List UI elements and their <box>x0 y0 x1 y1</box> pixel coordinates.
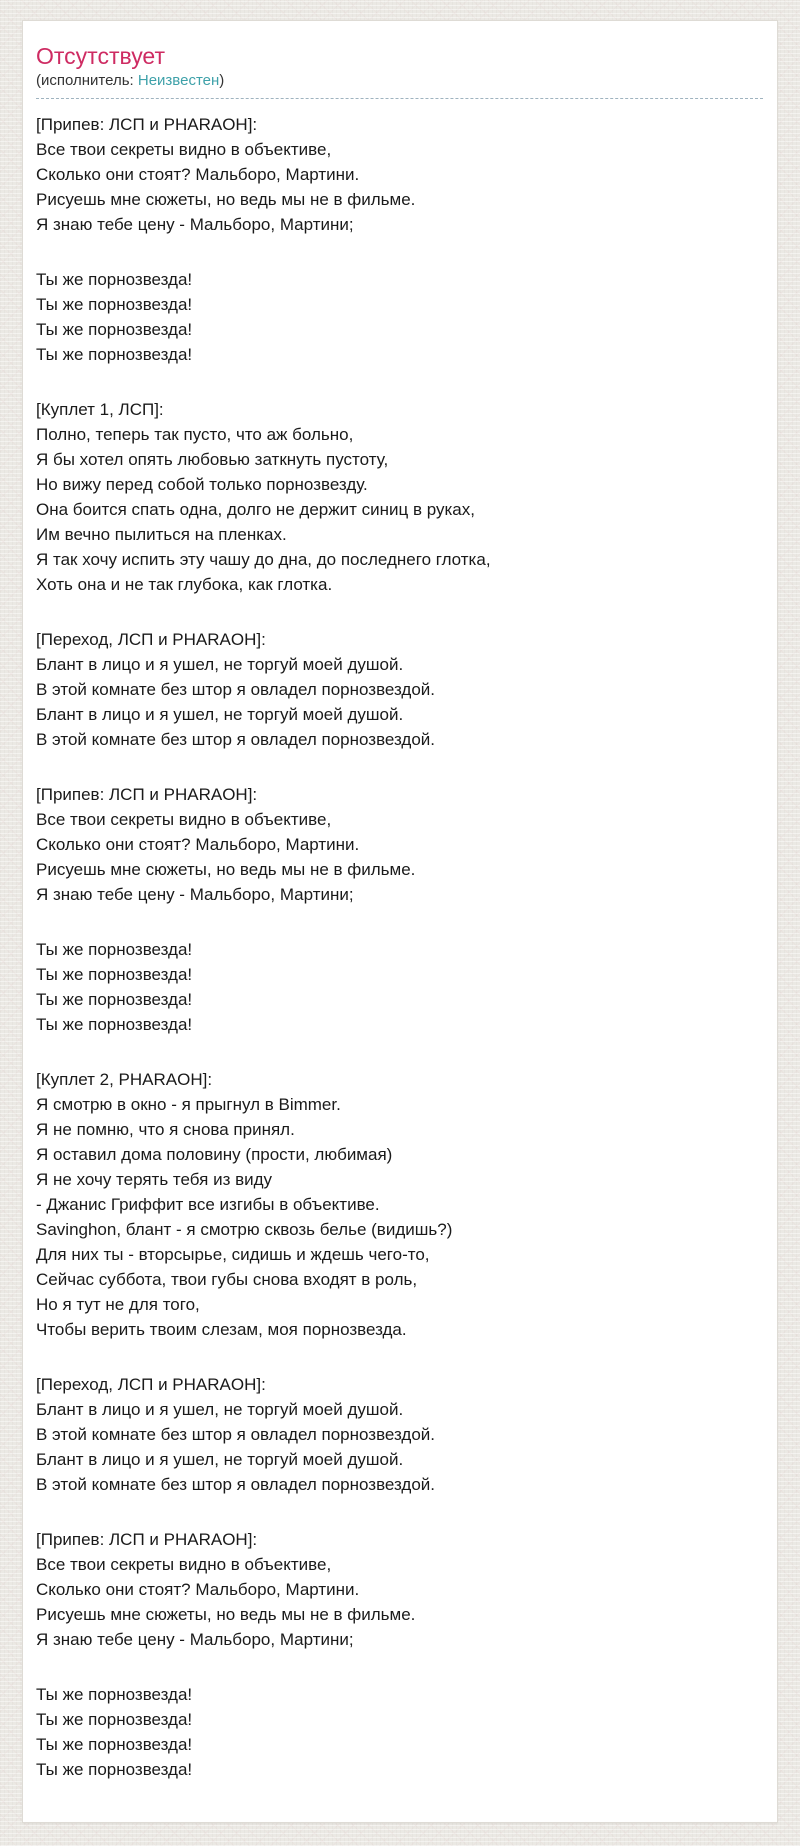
lyric-line: Ты же порнозвезда! <box>36 1760 193 1779</box>
lyric-line: Рисуешь мне сюжеты, но ведь мы не в фильме. <box>36 1605 416 1624</box>
lyrics-stanza <box>36 1682 763 1782</box>
lyric-line: Она боится спать одна, долго не держит синиц в руках, <box>36 500 475 519</box>
performer-line <box>36 71 763 99</box>
lyrics-stanza <box>36 1067 763 1342</box>
lyric-line: Я оставил дома половину (прости, любимая) <box>36 1145 393 1164</box>
lyric-line: Все твои секреты видно в объективе, <box>36 810 332 829</box>
song-title: Отсутствует <box>36 43 165 69</box>
lyric-line: [Переход, ЛСП и PHARAOH]: <box>36 630 266 649</box>
lyric-line: Ты же порнозвезда! <box>36 1710 193 1729</box>
lyrics-text <box>36 112 763 1782</box>
lyric-line: Рисуешь мне сюжеты, но ведь мы не в фильме. <box>36 860 416 879</box>
lyric-line: Но я тут не для того, <box>36 1295 200 1314</box>
lyric-line: Я смотрю в окно - я прыгнул в Bimmer. <box>36 1095 341 1114</box>
lyric-line: Сколько они стоят? Мальборо, Мартини. <box>36 165 360 184</box>
lyric-line: В этой комнате без штор я овладел порнозвездой. <box>36 1475 436 1494</box>
lyric-line: Полно, теперь так пусто, что аж больно, <box>36 425 354 444</box>
lyric-line: [Припев: ЛСП и PHARAOH]: <box>36 785 258 804</box>
lyrics-stanza <box>36 937 763 1037</box>
lyric-line: - Джанис Гриффит все изгибы в объективе. <box>36 1195 380 1214</box>
lyric-line: [Припев: ЛСП и PHARAOH]: <box>36 115 258 134</box>
lyric-line: Все твои секреты видно в объективе, <box>36 140 332 159</box>
lyrics-stanza <box>36 397 763 597</box>
lyric-line: [Куплет 2, PHARAOH]: <box>36 1070 213 1089</box>
lyric-line: Им вечно пылиться на пленках. <box>36 525 287 544</box>
lyric-line: Savinghon, блант - я смотрю сквозь белье (видишь?) <box>36 1220 453 1239</box>
artist-link[interactable]: Неизвестен <box>137 72 220 89</box>
lyric-line: Чтобы верить твоим слезам, моя порнозвезда. <box>36 1320 407 1339</box>
lyrics-stanza <box>36 1372 763 1497</box>
performer-label: (исполнитель: <box>36 72 138 89</box>
lyric-line: [Переход, ЛСП и PHARAOH]: <box>36 1375 266 1394</box>
lyric-line: Я бы хотел опять любовью заткнуть пустоту, <box>36 450 389 469</box>
lyric-line: Хоть она и не так глубока, как глотка. <box>36 575 333 594</box>
lyric-line: Все твои секреты видно в объективе, <box>36 1555 332 1574</box>
lyric-line: Я не хочу терять тебя из виду <box>36 1170 273 1189</box>
lyrics-stanza <box>36 267 763 367</box>
lyric-line: Сколько они стоят? Мальборо, Мартини. <box>36 1580 360 1599</box>
lyric-line: Блант в лицо и я ушел, не торгуй моей душой. <box>36 1450 404 1469</box>
lyric-line: Ты же порнозвезда! <box>36 990 193 1009</box>
lyrics-stanza <box>36 112 763 237</box>
lyric-line: Ты же порнозвезда! <box>36 345 193 364</box>
lyric-line: Я знаю тебе цену - Мальборо, Мартини; <box>36 215 354 234</box>
lyric-line: Ты же порнозвезда! <box>36 1015 193 1034</box>
lyrics-card <box>22 20 778 1823</box>
lyric-line: Я так хочу испить эту чашу до дна, до последнего глотка, <box>36 550 491 569</box>
lyrics-stanza <box>36 782 763 907</box>
lyric-line: Я знаю тебе цену - Мальборо, Мартини; <box>36 1630 354 1649</box>
performer-label-suffix: ) <box>219 72 225 89</box>
lyric-line: Рисуешь мне сюжеты, но ведь мы не в фильме. <box>36 190 416 209</box>
lyric-line: Блант в лицо и я ушел, не торгуй моей душой. <box>36 1400 404 1419</box>
lyric-line: Ты же порнозвезда! <box>36 270 193 289</box>
lyric-line: [Куплет 1, ЛСП]: <box>36 400 164 419</box>
lyric-line: Сейчас суббота, твои губы снова входят в роль, <box>36 1270 418 1289</box>
lyric-line: В этой комнате без штор я овладел порнозвездой. <box>36 680 436 699</box>
lyrics-stanza <box>36 1527 763 1652</box>
lyric-line: Я не помню, что я снова принял. <box>36 1120 295 1139</box>
lyric-line: Для них ты - вторсырье, сидишь и ждешь чего-то, <box>36 1245 430 1264</box>
lyric-line: [Припев: ЛСП и PHARAOH]: <box>36 1530 258 1549</box>
lyric-line: В этой комнате без штор я овладел порнозвездой. <box>36 1425 436 1444</box>
lyric-line: Ты же порнозвезда! <box>36 320 193 339</box>
lyric-line: Блант в лицо и я ушел, не торгуй моей душой. <box>36 655 404 674</box>
lyric-line: Ты же порнозвезда! <box>36 295 193 314</box>
lyric-line: Но вижу перед собой только порнозвезду. <box>36 475 368 494</box>
lyric-line: В этой комнате без штор я овладел порнозвездой. <box>36 730 436 749</box>
lyric-line: Ты же порнозвезда! <box>36 1735 193 1754</box>
lyrics-stanza <box>36 627 763 752</box>
lyric-line: Сколько они стоят? Мальборо, Мартини. <box>36 835 360 854</box>
lyric-line: Блант в лицо и я ушел, не торгуй моей душой. <box>36 705 404 724</box>
lyric-line: Ты же порнозвезда! <box>36 1685 193 1704</box>
lyric-line: Ты же порнозвезда! <box>36 965 193 984</box>
lyric-line: Я знаю тебе цену - Мальборо, Мартини; <box>36 885 354 904</box>
lyric-line: Ты же порнозвезда! <box>36 940 193 959</box>
